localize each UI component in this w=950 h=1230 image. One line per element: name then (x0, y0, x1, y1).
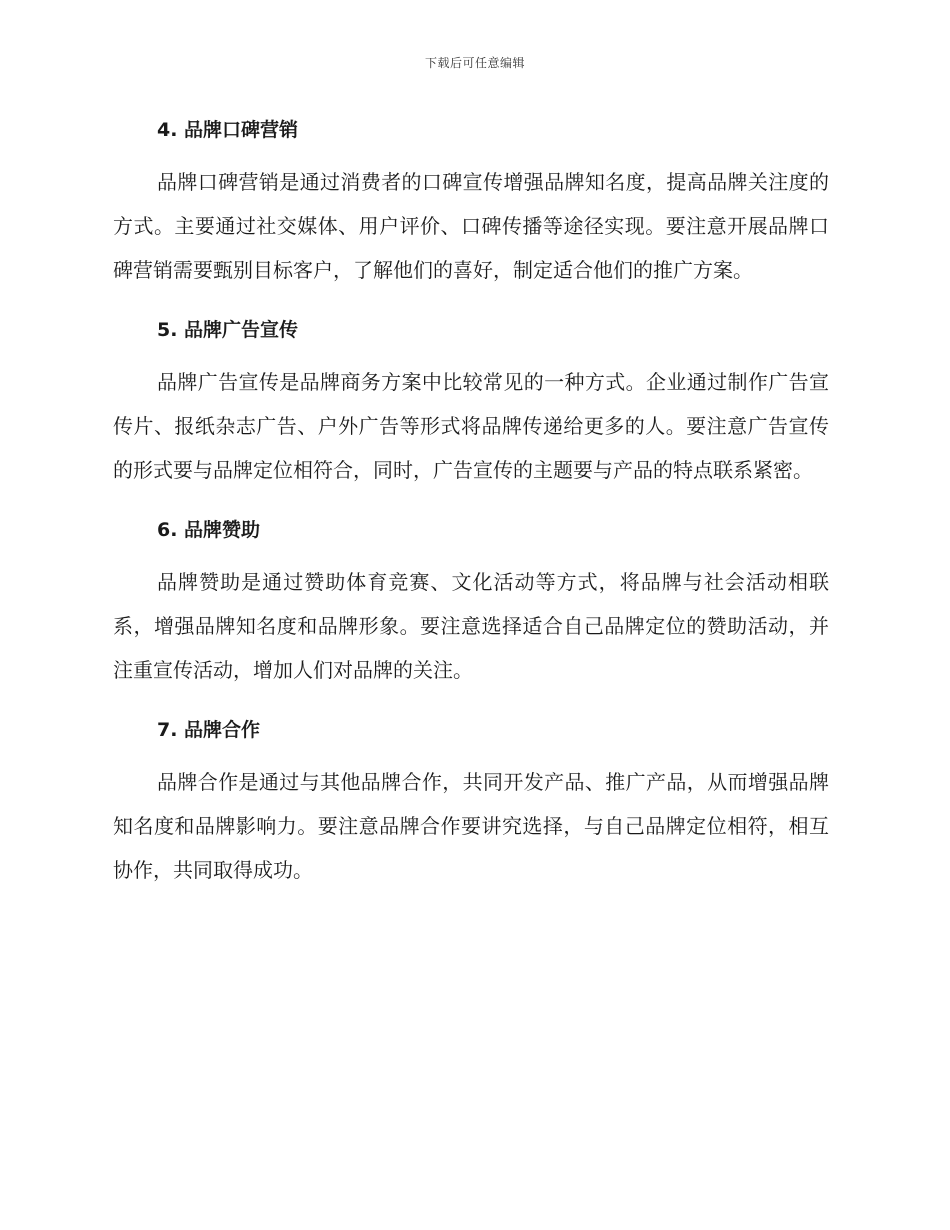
section-heading: 5. 品牌广告宣传 (157, 319, 299, 341)
section-heading: 4. 品牌口碑营销 (157, 119, 299, 141)
section-paragraph: 品牌赞助是通过赞助体育竞赛、文化活动等方式，将品牌与社会活动相联系，增强品牌知名度和品牌形象。要注意选择适合自己品牌定位的赞助活动，并注重宣传活动，增加人们对品牌的关注。 (113, 570, 829, 682)
section-paragraph: 品牌广告宣传是品牌商务方案中比较常见的一种方式。企业通过制作广告宣传片、报纸杂志广告、户外广告等形式将品牌传递给更多的人。要注意广告宣传的形式要与品牌定位相符合，同时，广告宣传的主题要与产品的特点联系紧密。 (113, 370, 829, 482)
section-brand-partnership (113, 710, 829, 892)
section-brand-advertising (113, 310, 829, 492)
document-body (113, 110, 829, 910)
section-heading: 6. 品牌赞助 (157, 519, 261, 541)
section-heading: 7. 品牌合作 (157, 719, 261, 741)
section-brand-word-of-mouth (113, 110, 829, 292)
page-header: 下载后可任意编辑 (424, 56, 525, 70)
section-paragraph: 品牌合作是通过与其他品牌合作，共同开发产品、推广产品，从而增强品牌知名度和品牌影响力。要注意品牌合作要讲究选择，与自己品牌定位相符，相互协作，共同取得成功。 (113, 770, 829, 882)
section-brand-sponsorship (113, 510, 829, 692)
section-paragraph: 品牌口碑营销是通过消费者的口碑宣传增强品牌知名度，提高品牌关注度的方式。主要通过社交媒体、用户评价、口碑传播等途径实现。要注意开展品牌口碑营销需要甄别目标客户，了解他们的喜好，制定适合他们的推广方案。 (113, 170, 829, 282)
